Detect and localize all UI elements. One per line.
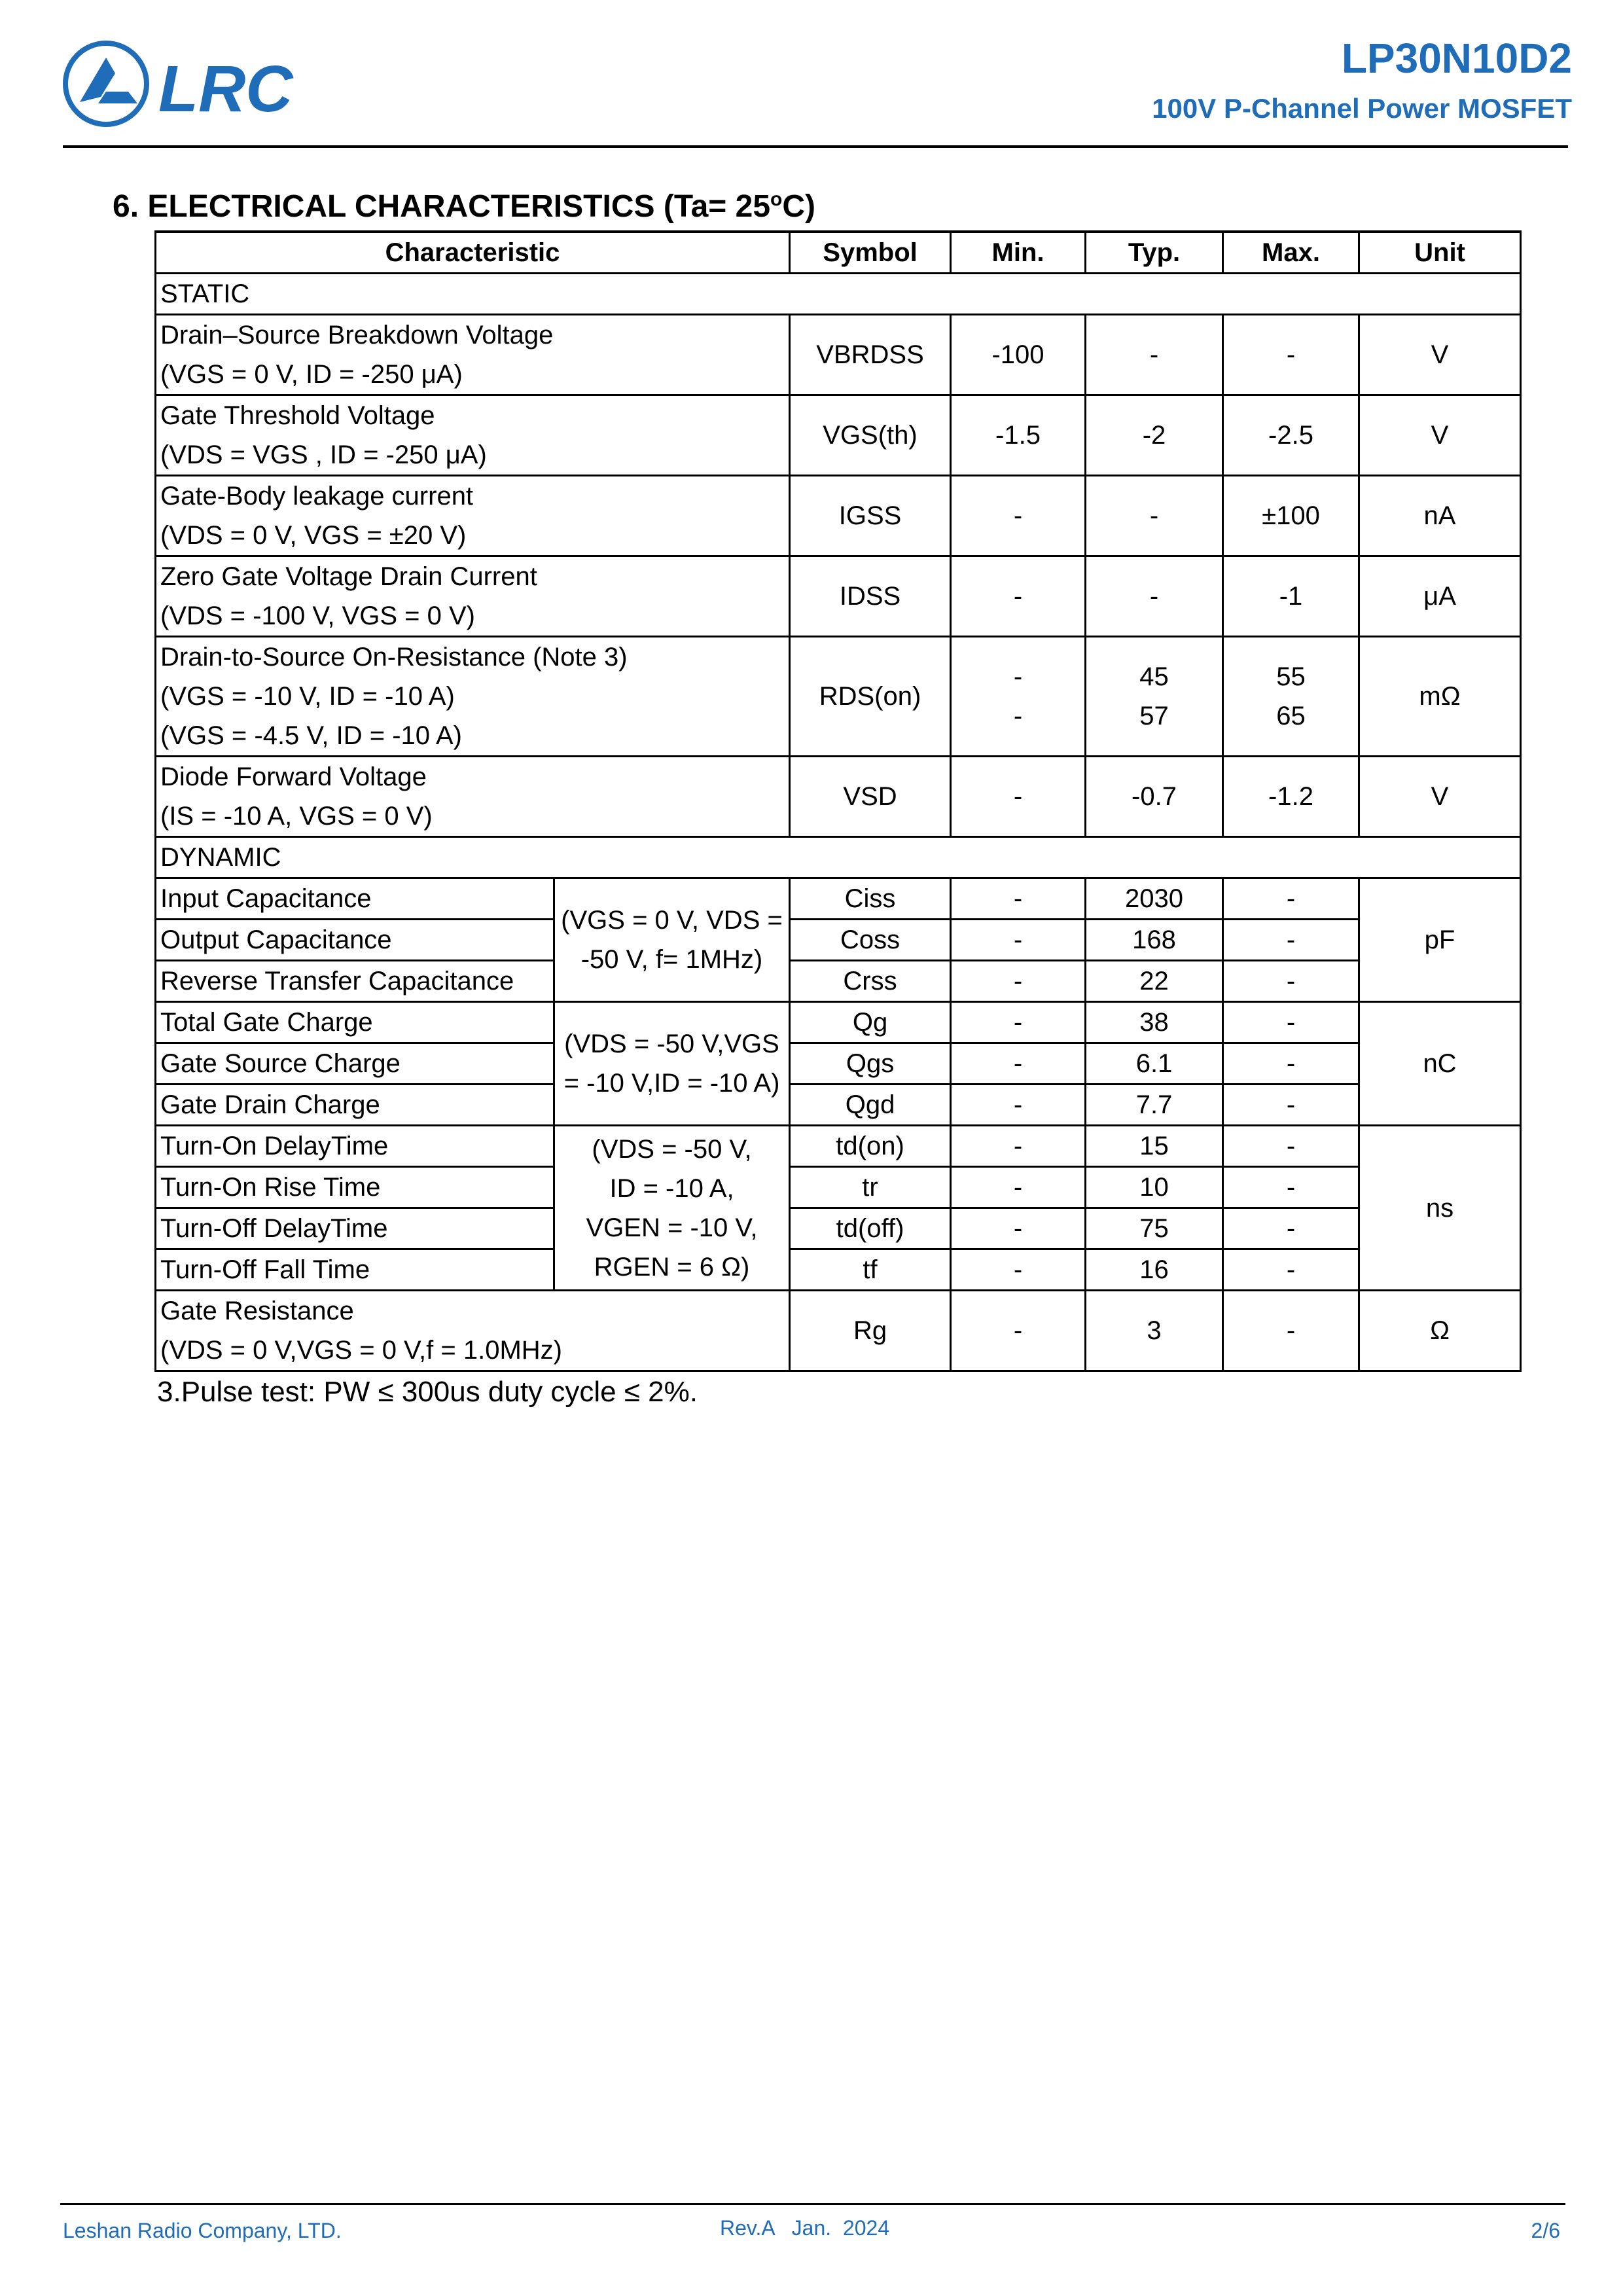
typ-cell: 75 xyxy=(1086,1208,1223,1249)
table-row xyxy=(156,1249,1521,1291)
device-subtitle: 100V P-Channel Power MOSFET xyxy=(1152,93,1572,124)
symbol-cell: Qg xyxy=(790,1002,951,1043)
dynamic-label: DYNAMIC xyxy=(156,837,1521,878)
param-name: Total Gate Charge xyxy=(156,1002,554,1043)
table-row xyxy=(156,315,1521,395)
symbol-cell: Rg xyxy=(790,1291,951,1371)
typ-cell: 15 xyxy=(1086,1126,1223,1167)
table-row xyxy=(156,395,1521,476)
unit-cell: pF xyxy=(1359,878,1521,1002)
table-row xyxy=(156,1167,1521,1208)
table-row xyxy=(156,1208,1521,1249)
min-cell: - xyxy=(1013,702,1023,730)
unit-cell: V xyxy=(1359,395,1521,476)
svg-text:LRC: LRC xyxy=(158,52,293,126)
max-cell: ±100 xyxy=(1223,476,1359,556)
col-header-characteristic: Characteristic xyxy=(156,232,790,274)
min-cell: - xyxy=(951,757,1086,837)
symbol-cell: IDSS xyxy=(790,556,951,637)
table-row xyxy=(156,556,1521,637)
unit-cell: nC xyxy=(1359,1002,1521,1126)
min-cell: - xyxy=(951,1208,1086,1249)
min-cell: - xyxy=(951,920,1086,961)
param-name: Reverse Transfer Capacitance xyxy=(156,961,554,1002)
min-cell: - xyxy=(951,556,1086,637)
min-cell: - xyxy=(951,1002,1086,1043)
col-header-max: Max. xyxy=(1223,232,1359,274)
table-row xyxy=(156,476,1521,556)
symbol-cell: Qgd xyxy=(790,1085,951,1126)
max-cell: - xyxy=(1223,878,1359,920)
param-name: Diode Forward Voltage xyxy=(160,762,427,791)
symbol-cell: IGSS xyxy=(790,476,951,556)
typ-cell: 57 xyxy=(1139,702,1169,730)
min-cell: - xyxy=(951,878,1086,920)
param-name: Turn-On Rise Time xyxy=(156,1167,554,1208)
unit-cell: ns xyxy=(1359,1126,1521,1291)
header-divider xyxy=(63,145,1568,148)
typ-cell: - xyxy=(1086,556,1223,637)
max-cell: - xyxy=(1223,1249,1359,1291)
symbol-cell: Crss xyxy=(790,961,951,1002)
symbol-cell: RDS(on) xyxy=(790,637,951,757)
footer-company: Leshan Radio Company, LTD. xyxy=(63,2219,342,2242)
param-name: Gate-Body leakage current xyxy=(160,482,474,511)
max-cell: - xyxy=(1223,1043,1359,1085)
col-header-symbol: Symbol xyxy=(790,232,951,274)
section-row-dynamic xyxy=(156,837,1521,878)
col-header-min: Min. xyxy=(951,232,1086,274)
table-row xyxy=(156,757,1521,837)
param-name: Gate Source Charge xyxy=(156,1043,554,1085)
symbol-cell: tr xyxy=(790,1167,951,1208)
min-cell: -1.5 xyxy=(951,395,1086,476)
cap-test-condition: (VGS = 0 V, VDS = -50 V, f= 1MHz) xyxy=(554,878,790,1002)
footer-page-number: 2/6 xyxy=(1531,2219,1560,2242)
electrical-characteristics-table xyxy=(154,230,1522,1372)
param-name: Turn-Off DelayTime xyxy=(156,1208,554,1249)
typ-cell: 2030 xyxy=(1086,878,1223,920)
table-row xyxy=(156,920,1521,961)
min-cell: - xyxy=(951,1085,1086,1126)
table-row xyxy=(156,1085,1521,1126)
unit-cell: V xyxy=(1359,315,1521,395)
max-cell: -1.2 xyxy=(1223,757,1359,837)
max-cell: - xyxy=(1223,315,1359,395)
charge-test-condition: (VDS = -50 V,VGS = -10 V,ID = -10 A) xyxy=(554,1002,790,1126)
param-name: Gate Threshold Voltage xyxy=(160,401,435,430)
unit-cell: nA xyxy=(1359,476,1521,556)
param-condition: (VDS = -100 V, VGS = 0 V) xyxy=(160,601,475,630)
param-condition: (VGS = -10 V, ID = -10 A) xyxy=(160,682,455,711)
symbol-cell: Coss xyxy=(790,920,951,961)
min-cell: - xyxy=(951,1126,1086,1167)
param-name: Zero Gate Voltage Drain Current xyxy=(160,562,537,591)
table-row xyxy=(156,1291,1521,1371)
param-condition: (VDS = 0 V,VGS = 0 V,f = 1.0MHz) xyxy=(160,1336,563,1365)
symbol-cell: Ciss xyxy=(790,878,951,920)
min-cell: -100 xyxy=(951,315,1086,395)
param-name: Gate Resistance xyxy=(160,1297,354,1325)
max-cell: - xyxy=(1223,920,1359,961)
symbol-cell: td(on) xyxy=(790,1126,951,1167)
max-cell: -1 xyxy=(1223,556,1359,637)
unit-cell: Ω xyxy=(1359,1291,1521,1371)
symbol-cell: Qgs xyxy=(790,1043,951,1085)
unit-cell: mΩ xyxy=(1359,637,1521,757)
max-cell: -2.5 xyxy=(1223,395,1359,476)
max-cell: - xyxy=(1223,1085,1359,1126)
typ-cell: 168 xyxy=(1086,920,1223,961)
pulse-test-note: 3.Pulse test: PW ≤ 300us duty cycle ≤ 2%. xyxy=(157,1376,698,1408)
min-cell: - xyxy=(951,1167,1086,1208)
typ-cell: -2 xyxy=(1086,395,1223,476)
table-row xyxy=(156,637,1521,757)
param-name: Drain-to-Source On-Resistance (Note 3) xyxy=(160,643,628,672)
param-name: Input Capacitance xyxy=(156,878,554,920)
symbol-cell: tf xyxy=(790,1249,951,1291)
typ-cell: 6.1 xyxy=(1086,1043,1223,1085)
table-row xyxy=(156,1043,1521,1085)
typ-cell: 10 xyxy=(1086,1167,1223,1208)
param-condition: (VGS = 0 V, ID = -250 μA) xyxy=(160,360,463,389)
max-cell: - xyxy=(1223,1002,1359,1043)
param-condition: (VDS = VGS , ID = -250 μA) xyxy=(160,440,487,469)
min-cell: - xyxy=(951,1291,1086,1371)
param-condition: (IS = -10 A, VGS = 0 V) xyxy=(160,802,433,831)
max-cell: - xyxy=(1223,961,1359,1002)
section-title: 6. ELECTRICAL CHARACTERISTICS $(Ta= 25^oC)$ xyxy=(113,188,816,224)
lrc-logo xyxy=(60,38,322,132)
typ-cell: 16 xyxy=(1086,1249,1223,1291)
typ-cell: 38 xyxy=(1086,1002,1223,1043)
switching-test-condition: (VDS = -50 V, ID = -10 A, VGEN = -10 V, RGEN = 6 Ω) xyxy=(554,1126,790,1291)
max-cell: - xyxy=(1223,1167,1359,1208)
min-cell: - xyxy=(951,1249,1086,1291)
section-row-static xyxy=(156,274,1521,315)
col-header-typ: Typ. xyxy=(1086,232,1223,274)
footer-divider xyxy=(60,2203,1565,2205)
typ-cell: - xyxy=(1086,476,1223,556)
table-row xyxy=(156,1126,1521,1167)
typ-cell: 3 xyxy=(1086,1291,1223,1371)
typ-cell: 22 xyxy=(1086,961,1223,1002)
table-header-row xyxy=(156,232,1521,274)
min-cell: - xyxy=(951,961,1086,1002)
part-number: LP30N10D2 xyxy=(1341,35,1572,82)
typ-cell: 7.7 xyxy=(1086,1085,1223,1126)
symbol-cell: VBRDSS xyxy=(790,315,951,395)
max-cell: 55 xyxy=(1276,662,1306,691)
param-name: Output Capacitance xyxy=(156,920,554,961)
unit-cell: V xyxy=(1359,757,1521,837)
table-row xyxy=(156,961,1521,1002)
max-cell: - xyxy=(1223,1126,1359,1167)
param-name: Turn-On DelayTime xyxy=(156,1126,554,1167)
min-cell: - xyxy=(951,1043,1086,1085)
param-condition: (VGS = -4.5 V, ID = -10 A) xyxy=(160,721,462,750)
symbol-cell: VSD xyxy=(790,757,951,837)
max-cell: - xyxy=(1223,1208,1359,1249)
param-name: Turn-Off Fall Time xyxy=(156,1249,554,1291)
min-cell: - xyxy=(1013,662,1023,691)
unit-cell: μA xyxy=(1359,556,1521,637)
table-row xyxy=(156,878,1521,920)
max-cell: - xyxy=(1223,1291,1359,1371)
symbol-cell: td(off) xyxy=(790,1208,951,1249)
param-name: Gate Drain Charge xyxy=(156,1085,554,1126)
max-cell: 65 xyxy=(1276,702,1306,730)
typ-cell: - xyxy=(1086,315,1223,395)
footer-revision: Rev.A Jan. 2024 xyxy=(720,2216,890,2240)
param-name: Drain–Source Breakdown Voltage xyxy=(160,321,554,350)
typ-cell: -0.7 xyxy=(1086,757,1223,837)
symbol-cell: VGS(th) xyxy=(790,395,951,476)
typ-cell: 45 xyxy=(1139,662,1169,691)
table-row xyxy=(156,1002,1521,1043)
static-label: STATIC xyxy=(156,274,1521,315)
param-condition: (VDS = 0 V, VGS = ±20 V) xyxy=(160,521,467,550)
min-cell: - xyxy=(951,476,1086,556)
col-header-unit: Unit xyxy=(1359,232,1521,274)
